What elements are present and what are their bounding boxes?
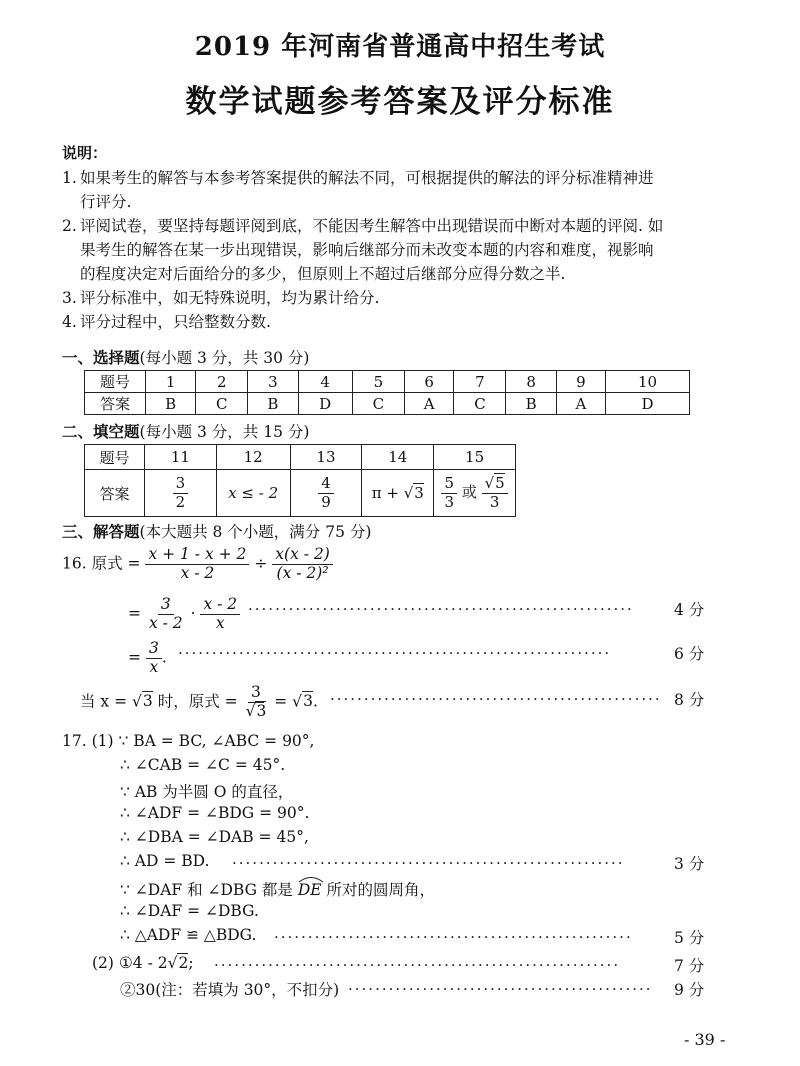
fraction: $\frac{3}{x}$ [146, 640, 162, 677]
q17-line-1: 17. (1) ∵ BA = BC, ∠ABC = 90°, [62, 732, 315, 750]
score-label: 5 分 [674, 929, 705, 947]
q16-line-4: 当 x = √3 时，原式 = $\frac{3}{√3}$ = √3. [80, 683, 318, 720]
leader-dots: ································································ [178, 644, 612, 662]
score-label: 9 分 [674, 981, 705, 999]
fraction: $\frac{4}{9}$ [318, 475, 334, 511]
fraction: $\frac{x(x - 2)}{\text{(x - 2)²}}$ [272, 546, 333, 583]
instruction-item-4: 4. 评分过程中，只给整数分数. [62, 313, 271, 331]
q17-part2-a: (2) ①4 - 2√2; [92, 954, 194, 972]
choice-answer-table [84, 370, 690, 415]
fill-answer-table [84, 444, 516, 517]
instruction-item-3: 3. 评分标准中，如无特殊说明，均为累计给分. [62, 289, 380, 307]
table-row [85, 470, 516, 517]
table-cell: 2 [196, 371, 248, 393]
table-cell: 15 [434, 445, 516, 470]
fraction: $\frac{√5}{3}$ [482, 475, 508, 511]
leader-dots: ···························································· [214, 956, 621, 974]
page-number: - 39 - [684, 1030, 726, 1049]
table-cell: B [146, 393, 196, 415]
table-cell: 8 [506, 371, 556, 393]
q17-line-3: ∵ AB 为半圆 O 的直径， [120, 783, 294, 801]
table-cell: 6 [404, 371, 453, 393]
fraction: $\frac{3}{√3}$ [245, 683, 267, 720]
row-label: 题号 [85, 371, 146, 393]
fraction: $\frac{x + 1 - x + 2}{x - 2}$ [145, 546, 249, 583]
table-cell [290, 470, 362, 517]
leader-dots: ················································· [330, 690, 662, 708]
answer-key-title: 数学试题参考答案及评分标准 [185, 84, 615, 120]
table-cell [144, 470, 216, 517]
table-cell: 11 [144, 445, 216, 470]
q16-line-2: = $\frac{3}{x - 2}$ · $\frac{x - 2}{x}$ [128, 596, 240, 633]
section-choice-heading: 一、选择题(每小题 3 分，共 30 分) [62, 348, 310, 367]
table-cell: 12 [216, 445, 290, 470]
leader-dots: ························································· [248, 600, 634, 618]
q17-line-6: ∴ AD = BD. [120, 852, 210, 870]
exam-title: 2019 年河南省普通高中招生考试 [194, 32, 606, 62]
q17-line-4: ∴ ∠ADF = ∠BDG = 90°. [120, 804, 310, 822]
instructions-heading: 说明： [62, 144, 108, 162]
fraction: $\frac{3}{2}$ [173, 475, 189, 511]
row-label: 题号 [85, 445, 145, 470]
table-cell: C [454, 393, 506, 415]
score-label: 8 分 [674, 691, 705, 709]
score-label: 6 分 [674, 645, 705, 663]
q17-line-9: ∴ △ADF ≌ △BDG. [120, 926, 257, 944]
q16-line-3: = $\frac{3}{x}$ . [128, 639, 167, 676]
arc-mark-icon [298, 875, 324, 883]
table-cell: 14 [362, 445, 434, 470]
score-label: 7 分 [674, 957, 705, 975]
table-cell: D [606, 393, 690, 415]
instruction-item-2: 2. 评阅试卷，要坚持每题评阅到底，不能因考生解答中出现错误而中断对本题的评阅. 如 果考生的解答在某一步出现错误，影响后继部分而未改变本题的内容和难度，视影响 的程度决定对后面给分的多少，但原则上不超过后继部分应得分数之半. [62, 217, 664, 283]
q16-line-1: 16. 原式 = $\frac{x + 1 - x + 2}{x - 2}$ ÷ $\frac{x(x - 2)}{\text{(x - 2)²}}$ [62, 546, 333, 583]
table-cell: 1 [146, 371, 196, 393]
q17-line-5: ∴ ∠DBA = ∠DAB = 45°, [120, 828, 309, 846]
table-cell: π + √3 [362, 470, 434, 517]
fraction: $\frac{x - 2}{x}$ [200, 596, 240, 633]
table-cell: 10 [606, 371, 690, 393]
leader-dots: ············································· [348, 980, 653, 998]
table-cell: 5 [352, 371, 404, 393]
table-row [85, 371, 690, 393]
q17-line-7: ∵ ∠DAF 和 ∠DBG 都是 DE 所对的圆周角， [120, 878, 435, 900]
score-label: 3 分 [674, 855, 705, 873]
table-cell: B [248, 393, 298, 415]
table-cell: 4 [298, 371, 352, 393]
row-label: 答案 [85, 393, 146, 415]
leader-dots: ····················································· [274, 928, 633, 946]
instruction-item-1: 1. 如果考生的解答与本参考答案提供的解法不同，可根据提供的解法的评分标准精神进 行评分. [62, 169, 654, 211]
fraction: $\frac{5}{3}$ [441, 475, 457, 511]
q17-line-2: ∴ ∠CAB = ∠C = 45°. [120, 756, 286, 774]
section-fill-heading: 二、填空题(每小题 3 分，共 15 分) [62, 422, 310, 441]
table-cell: 3 [248, 371, 298, 393]
table-cell: 13 [290, 445, 362, 470]
table-cell: $\frac{5}{3}$ 或 $\frac{√5}{3}$ [434, 470, 516, 517]
table-cell: 9 [556, 371, 605, 393]
table-row [85, 393, 690, 415]
table-cell: C [196, 393, 248, 415]
table-row [85, 445, 516, 470]
table-cell: C [352, 393, 404, 415]
q17-line-8: ∴ ∠DAF = ∠DBG. [120, 902, 259, 920]
table-cell: D [298, 393, 352, 415]
table-cell: 7 [454, 371, 506, 393]
section-solution-heading: 三、解答题(本大题共 8 个小题，满分 75 分) [62, 522, 372, 541]
q17-part2-b: ②30(注：若填为 30°，不扣分) [120, 981, 340, 999]
table-cell: A [404, 393, 453, 415]
table-cell: A [556, 393, 605, 415]
table-cell: x ≤ - 2 [216, 470, 290, 517]
row-label: 答案 [85, 470, 145, 517]
table-cell: B [506, 393, 556, 415]
score-label: 4 分 [674, 601, 705, 619]
arc-notation: DE [298, 881, 322, 899]
leader-dots: ·························································· [232, 854, 625, 872]
fraction: $\frac{3}{x - 2}$ [148, 595, 183, 632]
